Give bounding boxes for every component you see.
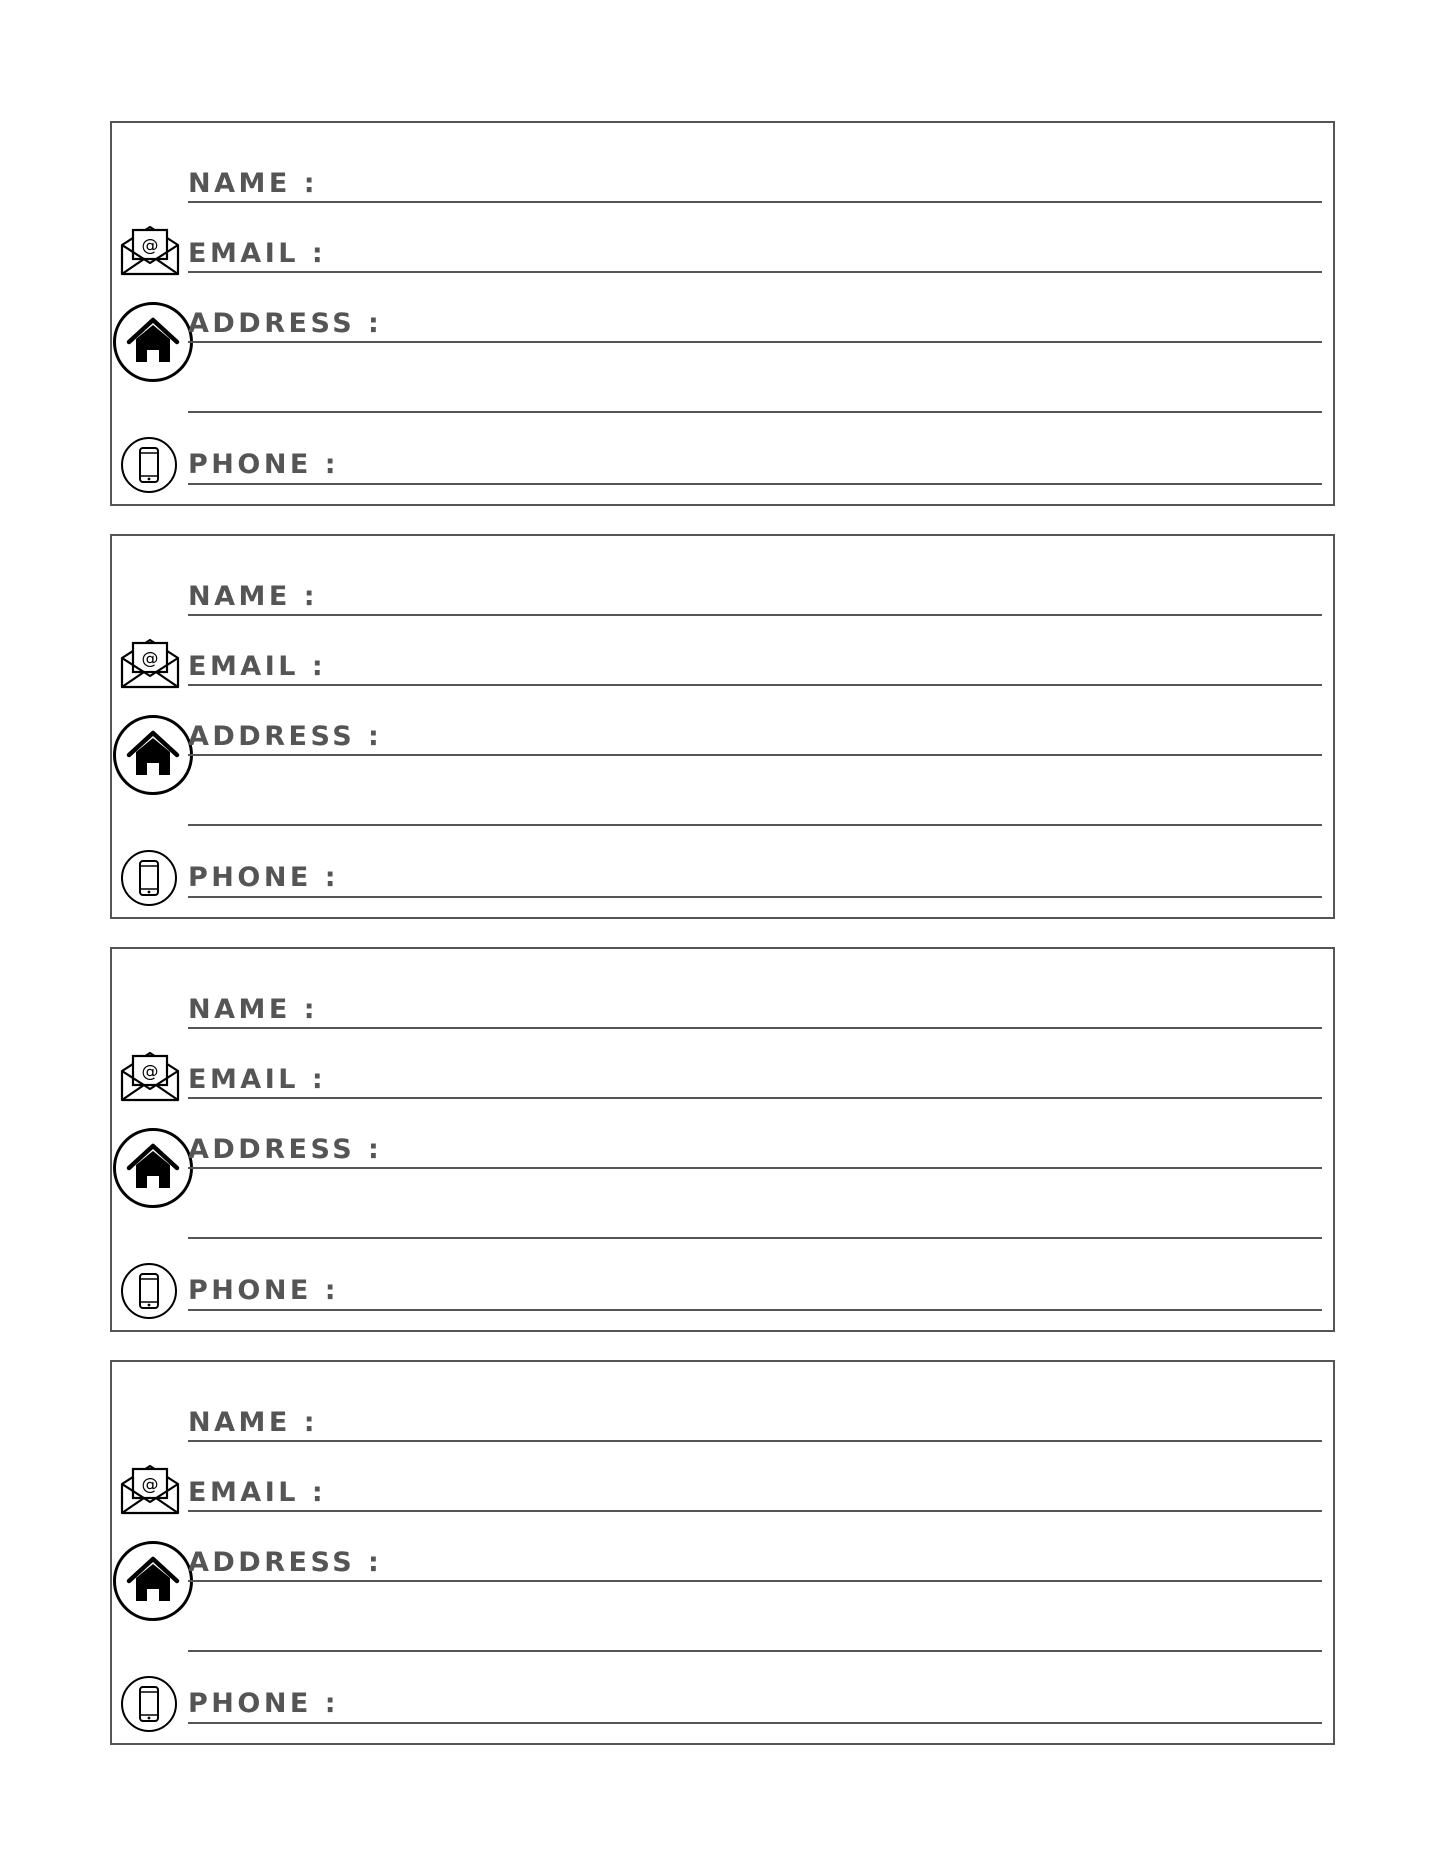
address-label: ADDRESS :	[188, 308, 383, 339]
name-label: NAME :	[188, 1407, 319, 1438]
address-label: ADDRESS :	[188, 721, 383, 752]
name-line[interactable]	[188, 201, 1322, 203]
phone-line[interactable]	[188, 896, 1322, 898]
svg-text:@: @	[141, 1062, 159, 1082]
address-line-1[interactable]	[188, 1580, 1322, 1582]
email-line[interactable]	[188, 684, 1322, 686]
email-line[interactable]	[188, 1510, 1322, 1512]
email-label: EMAIL :	[188, 651, 327, 682]
address-line-2[interactable]	[188, 1237, 1322, 1239]
email-line[interactable]	[188, 271, 1322, 273]
name-label: NAME :	[188, 994, 319, 1025]
email-line[interactable]	[188, 1097, 1322, 1099]
svg-text:@: @	[141, 649, 159, 669]
house-circle-icon	[112, 1540, 194, 1622]
envelope-at-icon	[119, 636, 181, 690]
house-circle-icon	[112, 1127, 194, 1209]
address-line-2[interactable]	[188, 824, 1322, 826]
email-label: EMAIL :	[188, 238, 327, 269]
house-circle-icon	[112, 301, 194, 383]
email-label: EMAIL :	[188, 1064, 327, 1095]
address-label: ADDRESS :	[188, 1134, 383, 1165]
address-line-1[interactable]	[188, 1167, 1322, 1169]
name-label: NAME :	[188, 581, 319, 612]
svg-text:@: @	[141, 1475, 159, 1495]
phone-line[interactable]	[188, 483, 1322, 485]
envelope-at-icon	[119, 223, 181, 277]
phone-label: PHONE :	[188, 1275, 340, 1306]
address-line-2[interactable]	[188, 1650, 1322, 1652]
envelope-at-icon	[119, 1462, 181, 1516]
mobile-phone-icon	[120, 849, 178, 907]
address-line-2[interactable]	[188, 411, 1322, 413]
mobile-phone-icon	[120, 436, 178, 494]
contact-card-1	[110, 121, 1335, 506]
address-line-1[interactable]	[188, 754, 1322, 756]
envelope-at-icon	[119, 1049, 181, 1103]
house-circle-icon	[112, 714, 194, 796]
contact-card-2	[110, 534, 1335, 919]
phone-label: PHONE :	[188, 1688, 340, 1719]
address-line-1[interactable]	[188, 341, 1322, 343]
address-label: ADDRESS :	[188, 1547, 383, 1578]
contact-card-3	[110, 947, 1335, 1332]
mobile-phone-icon	[120, 1675, 178, 1733]
mobile-phone-icon	[120, 1262, 178, 1320]
email-label: EMAIL :	[188, 1477, 327, 1508]
name-line[interactable]	[188, 1027, 1322, 1029]
phone-label: PHONE :	[188, 862, 340, 893]
phone-line[interactable]	[188, 1309, 1322, 1311]
phone-line[interactable]	[188, 1722, 1322, 1724]
name-line[interactable]	[188, 1440, 1322, 1442]
svg-text:@: @	[141, 236, 159, 256]
contact-card-4	[110, 1360, 1335, 1745]
name-line[interactable]	[188, 614, 1322, 616]
phone-label: PHONE :	[188, 449, 340, 480]
name-label: NAME :	[188, 168, 319, 199]
